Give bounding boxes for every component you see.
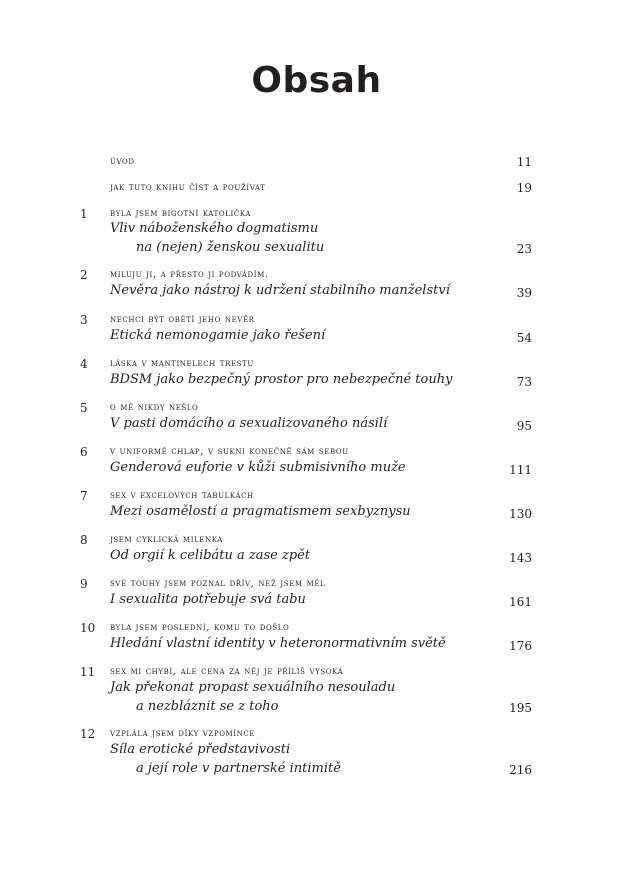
toc-subtitle: Hledání vlastní identity v heteronormativním světě [110,636,446,651]
toc-page-number: 73 [516,375,532,389]
toc-page-number: 19 [516,181,532,195]
chapter-number: 1 [80,207,88,221]
toc-subtitle: na (nejen) ženskou sexualitu [136,240,325,255]
toc-page-number: 39 [516,286,532,300]
toc-heading: byla jsem poslední, komu to došlo [110,621,290,633]
toc-subtitle: Etická nemonogamie jako řešení [110,328,326,343]
toc-page-number: 195 [509,701,532,715]
toc-heading: byla jsem bigotní katolička [110,207,252,219]
chapter-number: 3 [80,313,88,327]
chapter-number: 7 [80,489,88,503]
toc-heading: své touhy jsem poznal dřív, než jsem měl [110,577,326,589]
toc-subtitle: a nezbláznit se z toho [136,699,279,714]
toc-heading: láska v mantinelech trestu [110,357,254,369]
toc-heading: jsem cyklická milenka [110,533,223,545]
toc-subtitle: Jak překonat propast sexuálního nesouladu [110,680,396,695]
page-title: Obsah [251,60,382,101]
toc-heading: sex v excelových tabulkách [110,489,254,501]
toc-subtitle: Vliv náboženského dogmatismu [110,221,319,236]
toc-heading: vzplála jsem díky vzpomínce [110,727,256,739]
toc-page-number: 216 [509,763,532,777]
toc-subtitle: Mezi osamělostí a pragmatismem sexbyznysu [110,504,411,519]
toc-page-number: 176 [509,639,532,653]
toc-subtitle: Genderová euforie v kůži submisivního muže [110,460,406,475]
toc-subtitle: a její role v partnerské intimitě [136,761,341,776]
chapter-number: 10 [80,621,96,635]
chapter-number: 12 [80,727,96,741]
toc-subtitle: Síla erotické představivosti [110,742,291,757]
chapter-number: 8 [80,533,88,547]
toc-page-number: 95 [516,419,532,433]
toc-heading: miluju ji, a přesto ji podvádím. [110,268,269,280]
toc-page-number: 143 [509,551,532,565]
chapter-number: 4 [80,357,88,371]
toc-subtitle: V pasti domácího a sexualizovaného násilí [110,416,388,431]
toc-subtitle: Nevěra jako nástroj k udržení stabilního manželství [110,283,450,298]
toc-subtitle: BDSM jako bezpečný prostor pro nebezpečné touhy [110,372,453,387]
chapter-number: 6 [80,445,88,459]
toc-page-number: 11 [516,155,532,169]
chapter-number: 2 [80,268,88,282]
chapter-number: 5 [80,401,88,415]
toc-page-number: 130 [509,507,532,521]
toc-page-number: 161 [509,595,532,609]
toc-heading: o mě nikdy nešlo [110,401,199,413]
chapter-number: 9 [80,577,88,591]
toc-page-number: 54 [516,331,532,345]
toc-heading: jak tuto knihu číst a používat [110,181,266,193]
toc-heading: nechci být obětí jeho nevěr [110,313,255,325]
toc-heading: v uniformě chlap, v sukni konečně sám sebou [110,445,349,457]
toc-subtitle: Od orgií k celibátu a zase zpět [110,548,311,563]
toc-subtitle: I sexualita potřebuje svá tabu [110,592,306,607]
chapter-number: 11 [80,665,96,679]
toc-page-number: 23 [516,242,532,256]
toc-heading: sex mi chybí, ale cena za něj je příliš vysoká [110,665,344,677]
toc-page-number: 111 [509,463,532,477]
toc-heading: úvod [110,155,135,167]
